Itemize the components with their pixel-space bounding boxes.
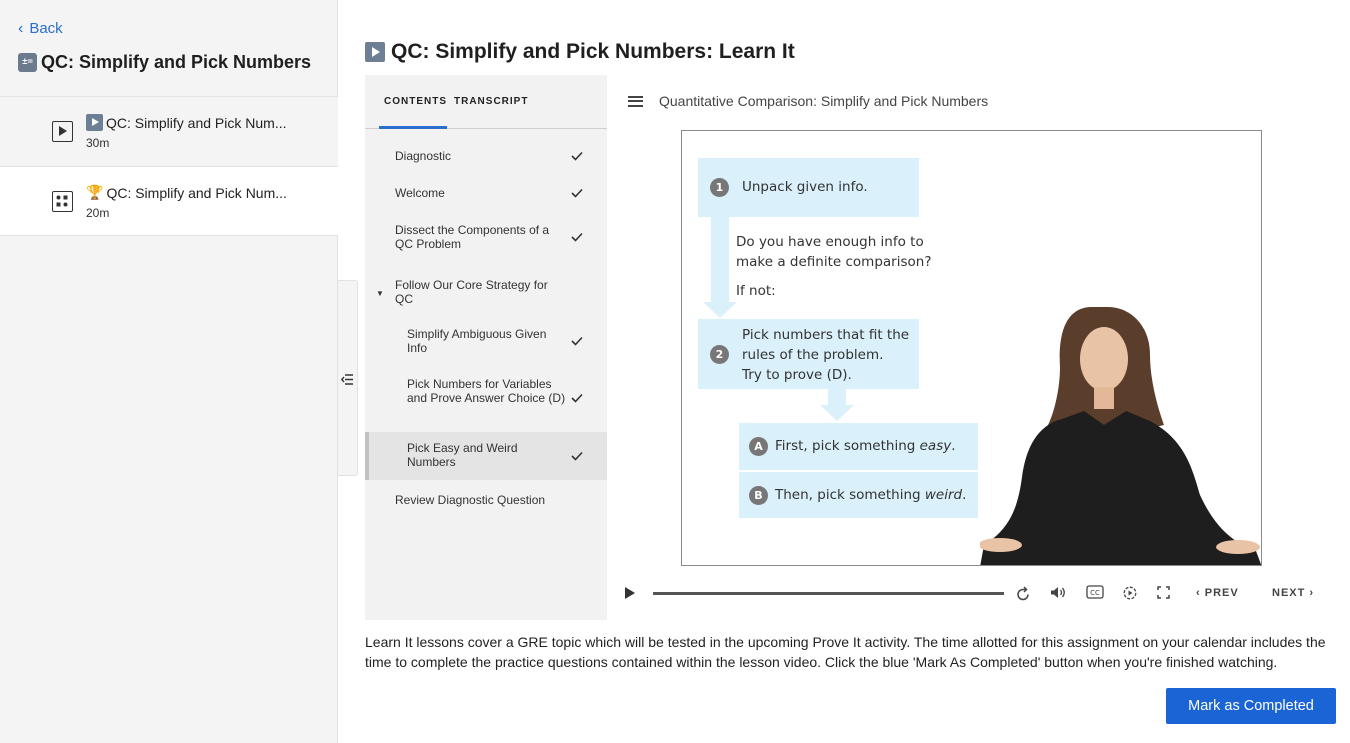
contents-item-label: Pick Easy and Weird Numbers [407,441,518,469]
volume-icon[interactable] [1050,586,1066,599]
slide-arrow-head [703,302,737,318]
lesson-item-video[interactable] [0,96,338,166]
slide-option-b [739,472,978,518]
lesson-title-text: QC: Simplify and Pick Num... [106,114,287,131]
slide-step1-box [698,158,919,217]
contents-item-dissect[interactable] [365,221,607,253]
slide-arrow-stem [711,217,729,303]
contents-item-label: Dissect the Components of a QC Problem [395,223,550,251]
slide-step1-text: Unpack given info. [742,179,868,195]
play-badge-icon [365,42,385,62]
tab-transcript[interactable]: TRANSCRIPT [454,96,529,107]
slide-option-b-text: Then, pick something weird. [775,487,967,503]
checkmark-icon [571,232,583,242]
svg-text:CC: CC [1090,589,1100,597]
option-letter: B [749,486,768,505]
step-number: 1 [710,178,729,197]
lesson-sidebar [0,0,338,743]
contents-item-core-strategy[interactable] [365,276,607,308]
replay-icon[interactable] [1016,586,1030,601]
prev-label: PREV [1204,587,1239,599]
contents-item-diagnostic[interactable] [365,147,607,165]
slide-arrow-stem [828,389,846,405]
chevron-right-icon: › [1309,587,1315,599]
chevron-left-icon: ‹ [1196,587,1201,599]
checkmark-icon [571,151,583,161]
contents-item-label: Simplify Ambiguous Given Info [407,327,547,355]
slide-option-a-text: First, pick something easy. [775,438,956,454]
slide-step2-box [698,319,919,389]
contents-item-label: Review Diagnostic Question [395,493,546,507]
playback-speed-icon[interactable] [1123,586,1137,600]
player-header [628,93,988,109]
next-label: NEXT [1272,587,1306,599]
page-title-text: QC: Simplify and Pick Numbers: Learn It [391,40,795,63]
slide-step2-line3: Try to prove (D). [742,367,852,383]
contents-item-label: Pick Numbers for Variables and Prove Answer Choice (D) [407,377,566,405]
contents-tabs [365,75,607,129]
fullscreen-icon[interactable] [1157,586,1170,599]
slide-step2-line2: rules of the problem. [742,347,884,363]
sidebar-title-text: QC: Simplify and Pick Numbers [41,52,312,72]
contents-item-welcome[interactable] [365,184,607,202]
contents-item-label: Follow Our Core Strategy for QC [395,278,548,306]
prev-button[interactable] [1196,587,1239,599]
contents-item-easy-weird[interactable] [365,432,607,480]
option-letter: A [749,437,768,456]
player-controls [620,580,1326,608]
contents-item-label: Diagnostic [395,149,452,163]
slide-if-not: If not: [736,283,776,299]
lesson-title [86,114,287,131]
caret-down-icon: ▼ [376,289,384,298]
presenter-image [980,307,1262,566]
trophy-icon: 🏆 [86,184,104,200]
slide-question-line1: Do you have enough info to [736,234,924,250]
video-lesson-icon [52,121,73,142]
checkmark-icon [571,336,583,346]
active-tab-indicator [379,126,447,129]
slide-arrow-head [820,405,854,421]
step-number: 2 [710,345,729,364]
calculator-icon: ±= [18,53,37,72]
lesson-duration: 30m [86,136,110,150]
checkmark-icon [571,451,583,461]
menu-icon[interactable] [628,96,643,107]
lesson-description: Learn It lessons cover a GRE topic which will be tested in the upcoming Prove It activity. The time allotted for this assignment on your calendar includes the time to complete the practice questions contained within the lesson video. Click the blue 'Mark As Completed' button when you're finished watching. [365,634,1326,670]
page-title [365,40,795,64]
progress-bar[interactable] [653,592,1004,595]
progress-fill [653,592,1004,595]
next-button[interactable] [1272,587,1314,599]
video-frame[interactable] [681,130,1262,566]
contents-item-pick-numbers[interactable] [365,376,607,422]
play-icon[interactable] [624,586,636,600]
checkmark-icon [571,393,583,403]
closed-captions-icon[interactable] [1086,585,1104,599]
play-badge-icon [86,114,103,131]
tab-contents[interactable]: CONTENTS [384,96,447,107]
lesson-item-quiz[interactable] [0,166,338,236]
collapse-sidebar-handle[interactable] [338,280,358,476]
contents-panel [365,75,607,620]
chapter-title: Quantitative Comparison: Simplify and Pick Numbers [659,93,989,109]
chevron-left-icon: ‹ [18,19,24,37]
checkmark-icon [571,188,583,198]
slide-step2-line1: Pick numbers that fit the [742,327,910,343]
collapse-list-icon [341,373,354,388]
quiz-lesson-icon [52,191,73,212]
contents-item-review[interactable] [365,491,607,509]
contents-item-label: Welcome [395,186,445,200]
slide-question-line2: make a definite comparison? [736,254,932,270]
back-label: Back [29,20,63,37]
back-link[interactable] [18,20,63,37]
contents-item-simplify[interactable] [365,326,607,358]
lesson-title [86,184,287,201]
mark-as-completed-button[interactable]: Mark as Completed [1166,688,1336,724]
slide-option-a [739,423,978,470]
lesson-title-text: QC: Simplify and Pick Num... [106,184,287,201]
sidebar-title [18,52,311,73]
lesson-duration: 20m [86,206,110,220]
